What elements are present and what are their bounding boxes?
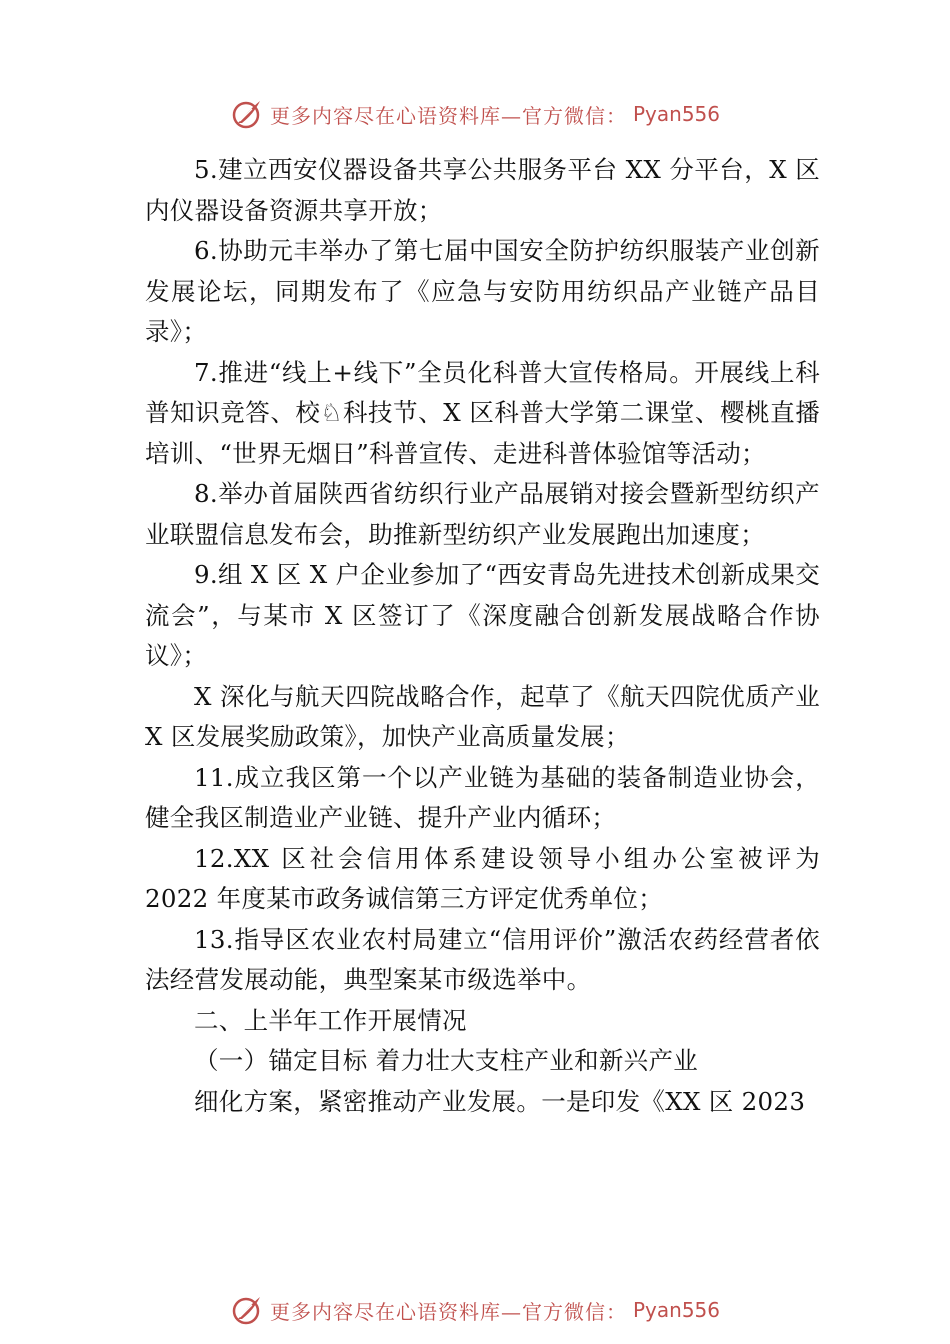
paragraph-item-8: 8.举办首届陕西省纺织行业产品展销对接会暨新型纺织产业联盟信息发布会，助推新型纺织产业发展跑出加速度；: [145, 479, 820, 549]
paragraph-last: 细化方案，紧密推动产业发展。一是印发《XX 区 2023: [194, 1086, 806, 1116]
watermark-footer: [0, 1290, 950, 1330]
watermark-site-text: 更多内容尽在心语资料库—官方微信：: [269, 103, 627, 128]
watermark-contact: Pyan556: [632, 1298, 720, 1322]
paragraph-item-10: X 深化与航天四院战略合作，起草了《航天四院优质产业 X 区发展奖励政策》，加快产业高质量发展；: [145, 681, 820, 751]
watermark-contact: Pyan556: [632, 102, 720, 126]
document-body: [145, 150, 820, 1122]
paragraph-item-7: 7.推进“线上+线下”全员化科普大宣传格局。开展线上科普知识竞答、校♘科技节、X 区科普大学第二课堂、樱桃直播培训、“世界无烟日”科普宣传、走进科普体验馆等活动；: [145, 357, 820, 468]
paragraph-item-9: 9.组 X 区 X 户企业参加了“西安青岛先进技术创新成果交流会”，与某市 X 区签订了《深度融合创新发展战略合作协议》；: [145, 560, 820, 670]
quill-logo-icon: [230, 97, 264, 131]
paragraph-item-12: 12.XX 区社会信用体系建设领导小组办公室被评为 2022 年度某市政务诚信第三方评定优秀单位；: [145, 843, 820, 913]
subsection-heading: （一）锚定目标 着力壮大支柱产业和新兴产业: [194, 1046, 699, 1075]
paragraph-item-13: 13.指导区农业农村局建立“信用评价”激活农药经营者依法经营发展动能，典型案某市级选举中。: [145, 924, 820, 994]
paragraph-item-11: 11.成立我区第一个以产业链为基础的装备制造业协会，健全我区制造业产业链、提升产业内循环；: [145, 762, 820, 832]
section-heading: 二、上半年工作开展情况: [194, 1005, 467, 1035]
watermark-header: [0, 94, 950, 134]
paragraph-item-6: 6.协助元丰举办了第七届中国安全防护纺织服装产业创新发展论坛，同期发布了《应急与安防用纺织品产业链产品目录》；: [145, 236, 820, 346]
watermark-site-text: 更多内容尽在心语资料库—官方微信：: [269, 1299, 627, 1324]
paragraph-item-5: 5.建立西安仪器设备共享公共服务平台 XX 分平台，X 区内仪器设备资源共享开放；: [145, 155, 820, 225]
quill-logo-icon: [230, 1293, 264, 1327]
